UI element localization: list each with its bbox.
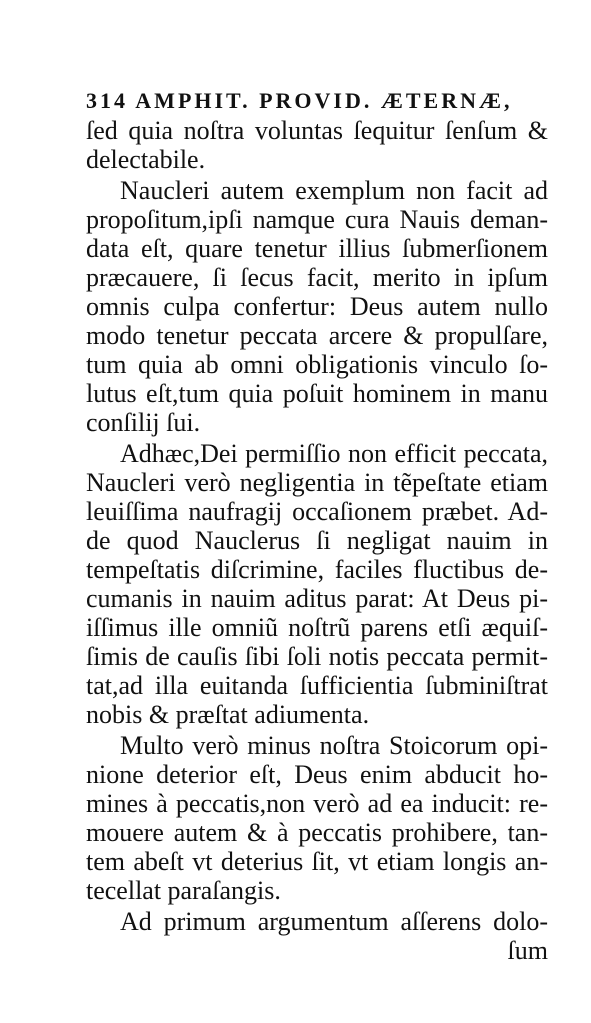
text-line: ſimis de cauſis ſibi ſoli notis peccata permit- (86, 642, 548, 671)
text-line: omnis culpa confertur: Deus autem nullo (86, 292, 548, 321)
text-line: ſed quia noſtra voluntas ſequitur ſenſum & (86, 116, 548, 145)
paragraph-start-line: Multo verò minus noſtra Stoicorum opi- (120, 731, 548, 760)
text-line: tum quia ab omni obligationis vinculo ſo- (86, 350, 548, 379)
text-line: leuiſſima naufragij occaſionem præbet. Ad- (86, 497, 548, 526)
paragraph-start-line: Naucleri autem exemplum non facit ad (120, 176, 548, 205)
text-line: conſilij ſui. (86, 408, 201, 437)
catchword: ſum (507, 936, 548, 965)
text-line: tempeſtatis diſcrimine, faciles fluctibus de- (86, 555, 548, 584)
text-line: nione deterior eſt, Deus enim abducit ho- (86, 760, 548, 789)
running-header (86, 86, 548, 116)
text-line: præcauere, ſi ſecus facit, merito in ipſum (86, 263, 548, 292)
page-number: 314 (86, 88, 128, 113)
text-line: tecellat paraſangis. (86, 876, 281, 905)
text-line: delectabile. (86, 145, 206, 174)
text-line: nobis & præſtat adiumenta. (86, 700, 370, 729)
text-line: tem abeſt vt deterius ſit, vt etiam longis an- (86, 847, 548, 876)
text-line: mouere autem & à peccatis prohibere, tan- (86, 818, 548, 847)
text-line: mines à peccatis,non verò ad ea inducit: re- (86, 789, 548, 818)
text-line: lutus eſt,tum quia poſuit hominem in manu (86, 379, 548, 408)
text-line: Naucleri verò negligentia in tẽpeſtate etiam (86, 468, 548, 497)
text-line: iſſimus ille omniũ noſtrũ parens etſi æquiſ- (86, 613, 548, 642)
text-line: propoſitum,ipſi namque cura Nauis deman- (86, 205, 548, 234)
text-line: tat,ad illa euitanda ſufficientia ſubminiſtrat (86, 671, 548, 700)
paragraph-start-line: Adhæc,Dei permiſſio non efficit peccata, (120, 439, 548, 468)
text-line: data eſt, quare tenetur illius ſubmerſionem (86, 234, 548, 263)
text-line: de quod Nauclerus ſi negligat nauim in (86, 526, 548, 555)
book-page (86, 86, 548, 986)
text-line: cumanis in nauim aditus parat: At Deus pi- (86, 584, 548, 613)
text-line: modo tenetur peccata arcere & propulſare, (86, 321, 548, 350)
paragraph-start-line: Ad primum argumentum aſſerens dolo- (120, 907, 548, 936)
running-title: AMPHIT. PROVID. ÆTERNÆ, (135, 88, 513, 113)
